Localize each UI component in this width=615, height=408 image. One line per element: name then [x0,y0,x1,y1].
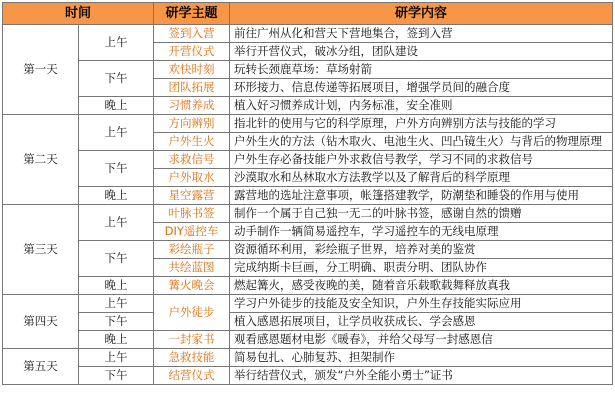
content-cell: 举行开营仪式，破冰分组，团队建设 [230,43,613,61]
topic-cell: 求救信号 [154,151,230,169]
table-row [3,313,613,331]
table-row [3,187,613,205]
table-row [3,205,613,223]
topic-cell: 户外徒步 [154,295,230,331]
topic-cell: 结营仪式 [154,367,230,385]
content-cell: 制作一个属于自己独一无二的叶脉书签，感谢自然的馈赠 [230,205,613,223]
table-row [3,61,613,79]
content-cell: 资源循环利用，彩绘瓶子世界，培养对美的鉴赏 [230,241,613,259]
topic-cell: 星空露营 [154,187,230,205]
content-cell: 户外生火的方法（钻木取火、电池生火、凹凸镜生火）与背后的物理原理 [230,133,613,151]
content-cell: 露营地的选址注意事项，帐篷搭建教学，防潮垫和睡袋的作用与使用 [230,187,613,205]
day-label: 第三天 [3,205,79,295]
content-cell: 观看感恩题材电影《暖春》，并给父母写一封感恩信 [230,331,613,349]
slot-label: 上午 [79,115,154,151]
slot-label: 下午 [79,61,154,97]
content-cell: 动手制作一辆简易遥控车，学习遥控车的无线电原理 [230,223,613,241]
slot-label: 晚上 [79,187,154,205]
topic-cell: 叶脉书签 [154,205,230,223]
content-cell: 户外生存必备技能户外求救信号教学，学习不同的求救信号 [230,151,613,169]
table-row [3,25,613,43]
table-row [3,331,613,349]
table-row [3,115,613,133]
topic-cell: 急救技能 [154,349,230,367]
content-cell: 燃起篝火，感受夜晚的美，随着音乐载歌载舞释放真我 [230,277,613,295]
content-cell: 简易包扎、心肺复苏、担架制作 [230,349,613,367]
topic-cell: 习惯养成 [154,97,230,115]
schedule-table [2,2,613,385]
header-row [3,3,613,25]
topic-cell: 篝火晚会 [154,277,230,295]
table-row [3,97,613,115]
content-cell: 完成纳斯卡巨画，分工明确、职责分明、团队协作 [230,259,613,277]
table-row [3,277,613,295]
topic-cell: 户外生火 [154,133,230,151]
slot-label: 下午 [79,151,154,187]
content-cell: 指北针的使用与它的科学原理，户外方向辨别方法与技能的学习 [230,115,613,133]
day-label: 第四天 [3,295,79,349]
table-row [3,241,613,259]
header-content: 研学内容 [230,3,613,25]
slot-label: 下午 [79,241,154,277]
table-row [3,295,613,313]
content-cell: 植入好习惯养成计划，内务标准，安全准则 [230,97,613,115]
topic-cell: 签到入营 [154,25,230,43]
table-row [3,367,613,385]
content-cell: 环形接力、信息传递等拓展项目，增强学员间的融合度 [230,79,613,97]
day-label: 第二天 [3,115,79,205]
header-time: 时间 [3,3,154,25]
topic-cell: 共绘蓝图 [154,259,230,277]
slot-label: 晚上 [79,97,154,115]
content-cell: 植入感恩拓展项目，让学员收获成长、学会感恩 [230,313,613,331]
topic-cell: 欢快时刻 [154,61,230,79]
topic-cell: 一封家书 [154,331,230,349]
content-cell: 沙漠取水和丛林取水方法教学以及了解背后的科学原理 [230,169,613,187]
topic-cell: DIY遥控车 [154,223,230,241]
day-label: 第一天 [3,25,79,115]
topic-cell: 团队拓展 [154,79,230,97]
slot-label: 晚上 [79,277,154,295]
topic-cell: 开营仪式 [154,43,230,61]
slot-label: 上午 [79,349,154,367]
header-topic: 研学主题 [154,3,230,25]
content-cell: 举行结营仪式，颁发“户外全能小勇士”证书 [230,367,613,385]
day-label: 第五天 [3,349,79,385]
topic-cell: 户外取水 [154,169,230,187]
slot-label: 下午 [79,313,154,331]
slot-label: 晚上 [79,331,154,349]
topic-cell: 彩绘瓶子 [154,241,230,259]
slot-label: 下午 [79,367,154,385]
slot-label: 上午 [79,295,154,313]
slot-label: 上午 [79,205,154,241]
content-cell: 玩转长颈鹿草场：草场射箭 [230,61,613,79]
table-row [3,349,613,367]
table-row [3,151,613,169]
topic-cell: 方向辨别 [154,115,230,133]
content-cell: 前往广州从化和营天下营地集合，签到入营 [230,25,613,43]
content-cell: 学习户外徒步的技能及安全知识，户外生存技能实际应用 [230,295,613,313]
slot-label: 上午 [79,25,154,61]
